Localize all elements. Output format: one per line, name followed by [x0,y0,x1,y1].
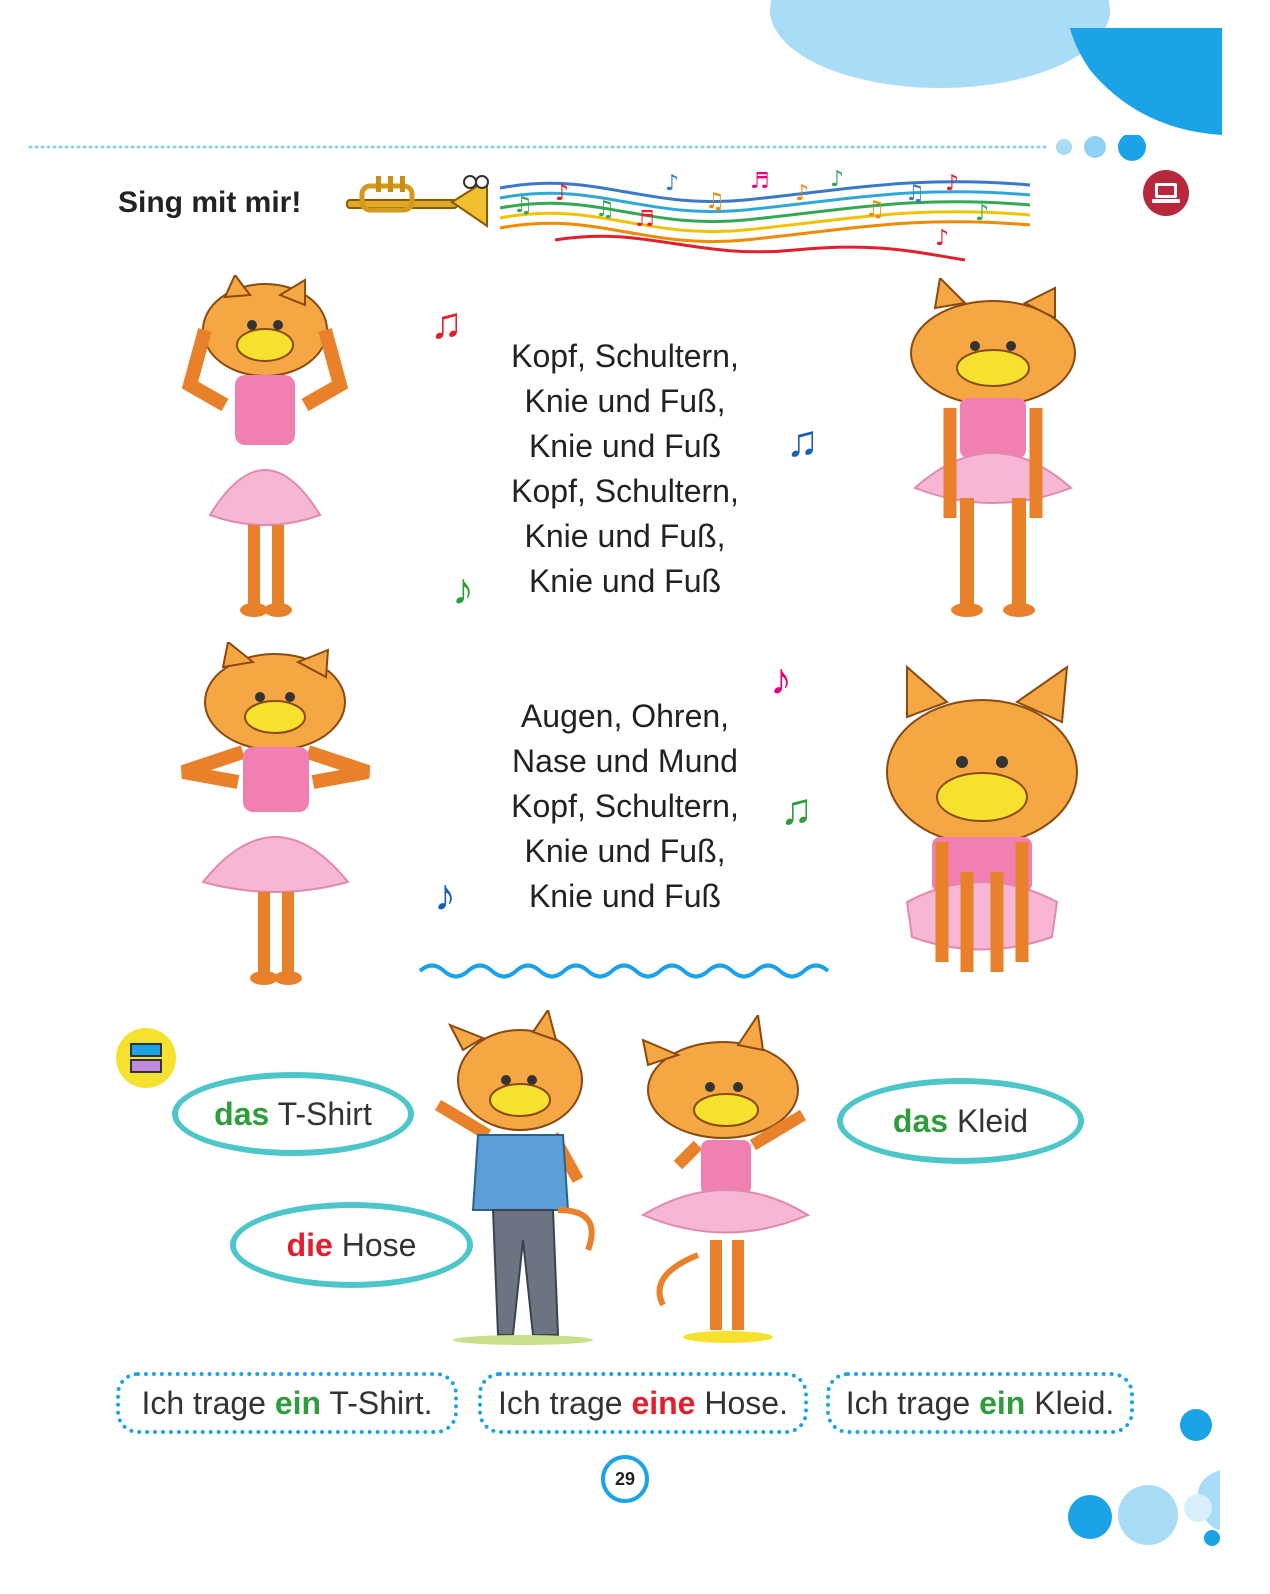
sentence-prefix: Ich trage [141,1384,275,1421]
verse-line: Knie und Fuß [528,428,722,464]
verse-line: Kopf, Schultern, [511,788,739,824]
top-dotted-divider [28,135,1158,165]
cat-hands-on-shoulders [178,642,373,992]
verse-line: Knie und Fuß [528,563,722,599]
svg-text:♪: ♪ [665,171,680,196]
svg-text:♬: ♬ [635,207,655,232]
music-note-icon: ♫ [430,299,463,348]
svg-text:♪: ♪ [945,171,960,196]
svg-text:♫: ♫ [905,181,925,206]
song-verse-2 [455,694,795,919]
sentence-prefix: Ich trage [498,1384,632,1421]
cat-hands-on-head [180,275,350,625]
vocabulary-cards-icon[interactable] [116,1028,176,1088]
song-verse-1 [455,334,795,604]
vocab-kleid [837,1078,1084,1164]
trumpet-icon [342,172,492,228]
svg-text:♬: ♬ [750,170,770,194]
vocab-tshirt [172,1072,414,1156]
section-title: Sing mit mir! [118,186,302,219]
verse-line: Kopf, Schultern, [511,338,739,374]
article-eine: eine [631,1384,696,1421]
article-das: das [892,1102,949,1139]
verse-line: Knie und Fuß, [524,518,726,554]
page-number: 29 [601,1455,649,1503]
music-note-icon: ♫ [780,785,813,834]
laptop-icon[interactable] [1143,170,1189,216]
cat-hands-on-knees [905,278,1080,623]
svg-text:♫: ♫ [595,197,615,222]
music-staff-icon [495,170,1035,265]
noun-kleid: Kleid [948,1102,1029,1139]
cat-girl-dress [638,1015,818,1345]
svg-text:♫: ♫ [865,197,885,222]
svg-text:♪: ♪ [975,201,990,226]
sentence-tshirt [116,1372,458,1434]
verse-line: Augen, Ohren, [520,698,730,734]
music-note-icon: ♪ [434,871,456,920]
music-note-icon: ♫ [786,417,819,466]
article-ein: ein [979,1384,1026,1421]
sentence-hose [478,1372,808,1434]
bottom-right-decoration [1060,1400,1270,1594]
cat-boy-tshirt [428,1010,608,1345]
sentence-noun: Hose. [695,1384,788,1421]
article-die: die [286,1226,333,1263]
noun-tshirt: T-Shirt [269,1095,372,1132]
music-note-icon: ♪ [770,655,792,704]
svg-text:♪: ♪ [830,170,845,192]
noun-hose: Hose [332,1226,417,1263]
sentence-prefix: Ich trage [845,1384,980,1421]
sentence-noun: Kleid. [1025,1384,1115,1421]
svg-text:♪: ♪ [555,181,570,206]
article-das: das [214,1095,270,1132]
verse-line: Knie und Fuß [528,878,722,914]
svg-text:♪: ♪ [935,226,950,251]
svg-text:♫: ♫ [705,189,725,214]
article-ein: ein [274,1384,322,1421]
sentence-noun: T-Shirt. [321,1384,433,1421]
svg-text:♪: ♪ [795,181,810,206]
verse-line: Kopf, Schultern, [511,473,739,509]
wavy-divider [418,960,830,982]
verse-line: Nase und Mund [512,743,738,779]
verse-line: Knie und Fuß, [524,833,726,869]
verse-line: Knie und Fuß, [524,383,726,419]
svg-text:♫: ♫ [513,193,533,218]
music-note-icon: ♪ [452,565,474,614]
cat-crouching [882,662,1082,987]
